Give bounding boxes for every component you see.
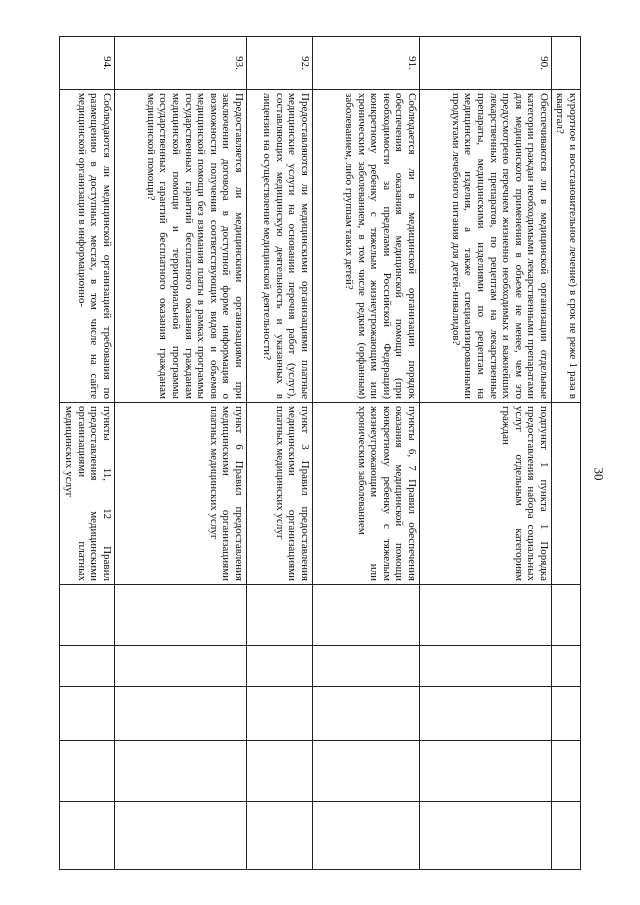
row-number <box>552 37 581 90</box>
answer-na-cell <box>247 687 313 741</box>
notes-cell <box>420 802 552 870</box>
page-number: 30 <box>591 467 607 481</box>
answer-extra-cell <box>247 741 313 802</box>
notes-cell <box>247 802 313 870</box>
table-row <box>313 37 420 870</box>
question-text: Соблюдается ли в медицинской организации порядок обеспечения оказания медицинской помощи (при необходимости за пределами Российской Федерации) конкретному ребенку с тяжелым жизнеугрожающим или хроническим заболеванием, в том числе редким (орфанным) заболеванием, либо группам таких детей? <box>313 90 420 403</box>
legal-basis: пункты 6, 7 Правил обеспечения оказания медицинской помощи конкретному ребенку с тяжелым жизнеугрожающим или хроническим заболеванием <box>313 403 420 585</box>
answer-na-cell <box>60 687 115 741</box>
answer-no-cell <box>420 646 552 687</box>
answer-extra-cell <box>552 741 581 802</box>
legal-basis: пункты 11, 12 Правил предоставления медицинскими организациями платных медицинских услуг <box>60 403 115 585</box>
answer-extra-cell <box>60 741 115 802</box>
table-row <box>60 37 115 870</box>
checklist-table <box>59 36 581 870</box>
answer-no-cell <box>60 646 115 687</box>
answer-yes-cell <box>313 585 420 646</box>
row-number: 91. <box>313 37 420 90</box>
question-text: Соблюдаются ли медицинской организацией требования по размещению в доступных местах, в том числе на сайте медицинской организации в информационно- <box>60 90 115 403</box>
answer-extra-cell <box>115 741 247 802</box>
legal-basis: пункт 6 Правил предоставления медицинскими организациями платных медицинских услуг <box>115 403 247 585</box>
legal-basis <box>552 403 581 585</box>
table-row <box>247 37 313 870</box>
legal-basis: пункт 3 Правил предоставления медицинскими организациями платных медицинских услуг <box>247 403 313 585</box>
answer-yes-cell <box>115 585 247 646</box>
notes-cell <box>552 802 581 870</box>
table-row <box>115 37 247 870</box>
legal-basis: подпункт 1 пункта 1 Порядка предоставления набора социальных услуг отдельным категориям граждан <box>420 403 552 585</box>
question-text: Предоставляется ли медицинскими организациями при заключении договора в доступной форме информация о возможности получения соответствующих видов и объемов медицинской помощи без взимания платы в рамках программы государственных гарантий бесплатного оказания гражданам медицинской помощи и территориальной программы государственных гарантий бесплатного оказания гражданам медицинской помощи? <box>115 90 247 403</box>
answer-na-cell <box>420 687 552 741</box>
answer-na-cell <box>313 687 420 741</box>
answer-yes-cell <box>552 585 581 646</box>
notes-cell <box>60 802 115 870</box>
answer-yes-cell <box>60 585 115 646</box>
answer-yes-cell <box>420 585 552 646</box>
answer-na-cell <box>552 687 581 741</box>
answer-no-cell <box>247 646 313 687</box>
answer-no-cell <box>313 646 420 687</box>
answer-yes-cell <box>247 585 313 646</box>
rotated-page-content <box>23 36 581 869</box>
row-number: 90. <box>420 37 552 90</box>
row-number: 92. <box>247 37 313 90</box>
answer-no-cell <box>115 646 247 687</box>
answer-extra-cell <box>313 741 420 802</box>
answer-extra-cell <box>420 741 552 802</box>
row-number: 93. <box>115 37 247 90</box>
answer-no-cell <box>552 646 581 687</box>
row-number: 94. <box>60 37 115 90</box>
table-row <box>420 37 552 870</box>
notes-cell <box>313 802 420 870</box>
notes-cell <box>115 802 247 870</box>
answer-na-cell <box>115 687 247 741</box>
question-text: курортное и восстановительное лечение) в срок не реже 1 раза в квартал? <box>552 90 581 403</box>
question-text: Обеспечиваются ли в медицинской организации отдельные категории граждан необходимыми лекарственными препаратами для медицинского применения в объеме не менее, чем это предусмотрено перечнем жизненно необходимых и важнейших лекарственных препаратов, по рецептам на лекарственные препараты, медицинскими изделиями по рецептам на медицинские изделия, а также специализированными продуктами лечебного питания для детей-инвалидов? <box>420 90 552 403</box>
table-row <box>552 37 581 870</box>
question-text: Предоставляются ли медицинскими организациями платные медицинские услуги на основании перечня работ (услуг), составляющих медицинскую деятельность и указанных в лицензии на осуществление медицинской деятельности? <box>247 90 313 403</box>
